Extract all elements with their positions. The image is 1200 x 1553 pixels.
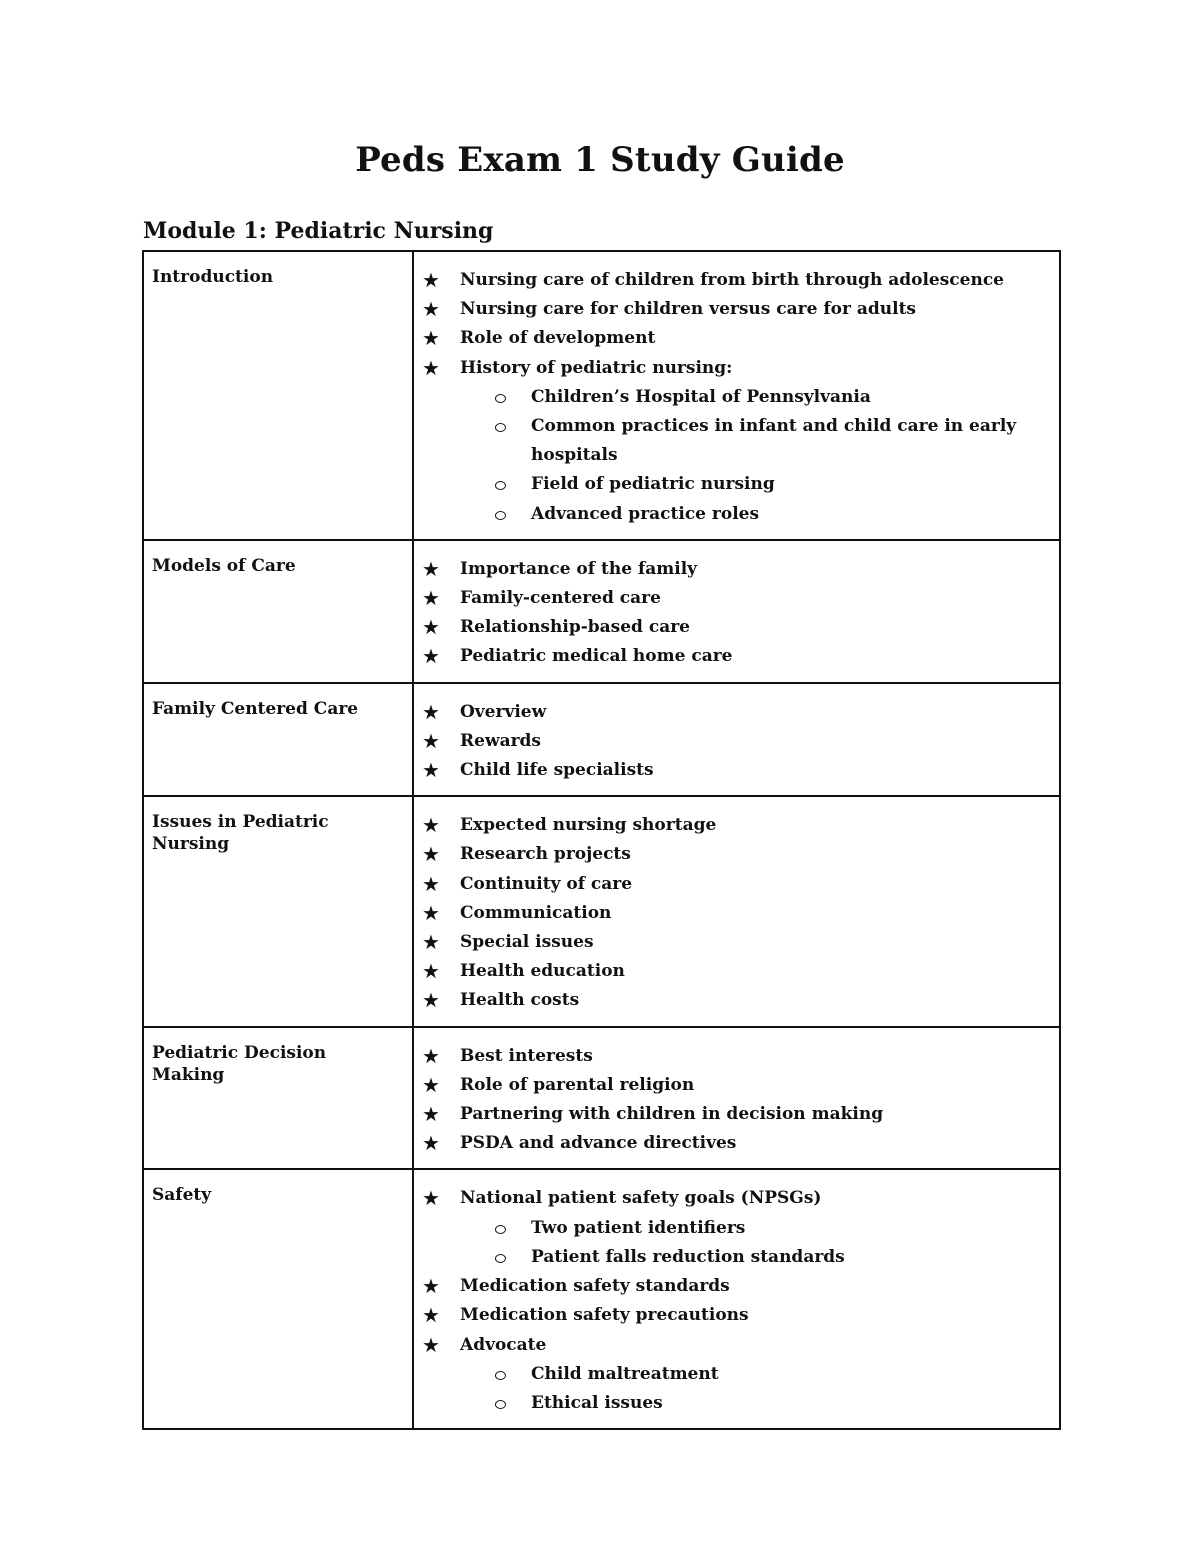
list-item-text: Role of parental religion — [460, 1074, 695, 1095]
star-bullet-icon: ★ — [422, 988, 440, 1013]
star-bullet-icon: ★ — [422, 355, 440, 380]
list-item-text: Medication safety standards — [460, 1276, 730, 1297]
star-bullet-icon: ★ — [422, 1043, 440, 1068]
list-item-text: History of pediatric nursing: — [460, 357, 733, 378]
bullet-list — [422, 266, 1051, 529]
list-item — [422, 1272, 1051, 1301]
list-item — [422, 811, 1051, 840]
topic-cell: Models of Care — [143, 540, 413, 683]
sub-bullet-list — [493, 1360, 1051, 1418]
sub-list-item — [493, 412, 1051, 470]
list-item-text: Nursing care for children versus care for adults — [460, 299, 916, 320]
list-item — [422, 1100, 1051, 1129]
sub-list-item-text: Common practices in infant and child care in early hospitals — [531, 416, 1017, 466]
circle-bullet-icon — [495, 1371, 506, 1380]
circle-bullet-icon — [495, 511, 506, 520]
list-item — [422, 324, 1051, 353]
table-row — [143, 683, 1060, 797]
star-bullet-icon: ★ — [422, 1303, 440, 1328]
list-item-text: Relationship-based care — [460, 617, 690, 638]
list-item-text: Nursing care of children from birth through adolescence — [460, 270, 1004, 290]
list-item-text: Family-centered care — [460, 588, 661, 609]
star-bullet-icon: ★ — [422, 758, 440, 783]
items-cell — [413, 796, 1060, 1026]
table-row — [143, 251, 1060, 540]
list-item — [422, 613, 1051, 642]
sub-list-item — [493, 1214, 1051, 1243]
sub-list-item — [493, 1360, 1051, 1389]
bullet-list — [422, 1184, 1051, 1418]
module-heading: Module 1: Pediatric Nursing — [143, 218, 494, 244]
list-item-text: Health education — [460, 961, 625, 982]
list-item-text: Advocate — [460, 1334, 547, 1355]
list-item — [422, 756, 1051, 785]
sub-list-item — [493, 500, 1051, 529]
bullet-list — [422, 1042, 1051, 1159]
bullet-list — [422, 698, 1051, 786]
sub-list-item — [493, 1389, 1051, 1418]
star-bullet-icon: ★ — [422, 556, 440, 581]
list-item — [422, 1184, 1051, 1272]
list-item — [422, 928, 1051, 957]
items-cell — [413, 683, 1060, 797]
table-row — [143, 1169, 1060, 1429]
bullet-list — [422, 555, 1051, 672]
star-bullet-icon: ★ — [422, 586, 440, 611]
list-item — [422, 870, 1051, 899]
list-item-text: Health costs — [460, 990, 580, 1011]
table-row — [143, 796, 1060, 1026]
star-bullet-icon: ★ — [422, 1186, 440, 1211]
list-item-text: Communication — [460, 902, 612, 923]
star-bullet-icon: ★ — [422, 930, 440, 955]
star-bullet-icon: ★ — [422, 959, 440, 984]
list-item-text: Rewards — [460, 730, 542, 751]
list-item — [422, 986, 1051, 1015]
star-bullet-icon: ★ — [422, 326, 440, 351]
items-cell — [413, 1027, 1060, 1170]
sub-list-item — [493, 383, 1051, 412]
topic-cell: Safety — [143, 1169, 413, 1429]
list-item — [422, 698, 1051, 727]
list-item — [422, 1301, 1051, 1330]
star-bullet-icon: ★ — [422, 900, 440, 925]
circle-bullet-icon — [495, 1254, 506, 1263]
list-item — [422, 1042, 1051, 1071]
items-cell — [413, 1169, 1060, 1429]
star-bullet-icon: ★ — [422, 1274, 440, 1299]
items-cell — [413, 540, 1060, 683]
topic-cell: Family Centered Care — [143, 683, 413, 797]
star-bullet-icon: ★ — [422, 268, 440, 292]
list-item-text: Expected nursing shortage — [460, 815, 717, 836]
circle-bullet-icon — [495, 1225, 506, 1234]
list-item — [422, 642, 1051, 671]
list-item — [422, 555, 1051, 584]
sub-list-item-text: Children’s Hospital of Pennsylvania — [531, 386, 871, 407]
topic-cell: Introduction — [143, 251, 413, 540]
star-bullet-icon: ★ — [422, 297, 440, 322]
list-item-text: Best interests — [460, 1045, 593, 1066]
topic-cell: Issues in Pediatric Nursing — [143, 796, 413, 1026]
list-item — [422, 584, 1051, 613]
star-bullet-icon: ★ — [422, 1102, 440, 1127]
list-item — [422, 957, 1051, 986]
sub-bullet-list — [493, 383, 1051, 529]
study-guide-table — [142, 250, 1061, 1430]
circle-bullet-icon — [495, 394, 506, 403]
sub-list-item-text: Field of pediatric nursing — [531, 474, 775, 495]
list-item — [422, 266, 1051, 295]
circle-bullet-icon — [495, 423, 506, 432]
circle-bullet-icon — [495, 481, 506, 490]
list-item-text: Medication safety precautions — [460, 1305, 749, 1326]
star-bullet-icon: ★ — [422, 842, 440, 867]
sub-list-item-text: Ethical issues — [531, 1392, 663, 1413]
circle-bullet-icon — [495, 1400, 506, 1409]
list-item-text: Overview — [460, 701, 547, 722]
list-item — [422, 1071, 1051, 1100]
sub-list-item-text: Advanced practice roles — [531, 503, 760, 524]
sub-list-item-text: Two patient identifiers — [531, 1217, 746, 1238]
sub-list-item — [493, 470, 1051, 499]
table-row — [143, 1027, 1060, 1170]
document-title: Peds Exam 1 Study Guide — [355, 140, 845, 180]
list-item-text: Pediatric medical home care — [460, 646, 733, 667]
topic-cell: Pediatric Decision Making — [143, 1027, 413, 1170]
list-item-text: PSDA and advance directives — [460, 1133, 737, 1154]
list-item-text: National patient safety goals (NPSGs) — [460, 1188, 822, 1209]
star-bullet-icon: ★ — [422, 615, 440, 640]
table-row — [143, 540, 1060, 683]
sub-list-item-text: Patient falls reduction standards — [531, 1246, 845, 1267]
star-bullet-icon: ★ — [422, 871, 440, 896]
list-item — [422, 354, 1051, 529]
list-item-text: Partnering with children in decision making — [460, 1104, 884, 1125]
star-bullet-icon: ★ — [422, 1072, 440, 1097]
star-bullet-icon: ★ — [422, 813, 440, 838]
list-item-text: Role of development — [460, 328, 656, 349]
list-item-text: Importance of the family — [460, 558, 698, 579]
star-bullet-icon: ★ — [422, 699, 440, 724]
list-item — [422, 1129, 1051, 1158]
list-item — [422, 840, 1051, 869]
star-bullet-icon: ★ — [422, 1131, 440, 1156]
list-item — [422, 899, 1051, 928]
sub-list-item-text: Child maltreatment — [531, 1363, 719, 1384]
star-bullet-icon: ★ — [422, 728, 440, 753]
star-bullet-icon: ★ — [422, 1332, 440, 1357]
star-bullet-icon: ★ — [422, 644, 440, 669]
items-cell — [413, 251, 1060, 540]
sub-list-item — [493, 1243, 1051, 1272]
list-item-text: Child life specialists — [460, 760, 654, 781]
list-item — [422, 1331, 1051, 1419]
sub-bullet-list — [493, 1214, 1051, 1272]
list-item-text: Special issues — [460, 932, 594, 953]
bullet-list — [422, 811, 1051, 1015]
list-item-text: Research projects — [460, 844, 631, 865]
list-item — [422, 727, 1051, 756]
list-item-text: Continuity of care — [460, 873, 633, 894]
study-guide-table-body — [143, 251, 1060, 1429]
list-item — [422, 295, 1051, 324]
